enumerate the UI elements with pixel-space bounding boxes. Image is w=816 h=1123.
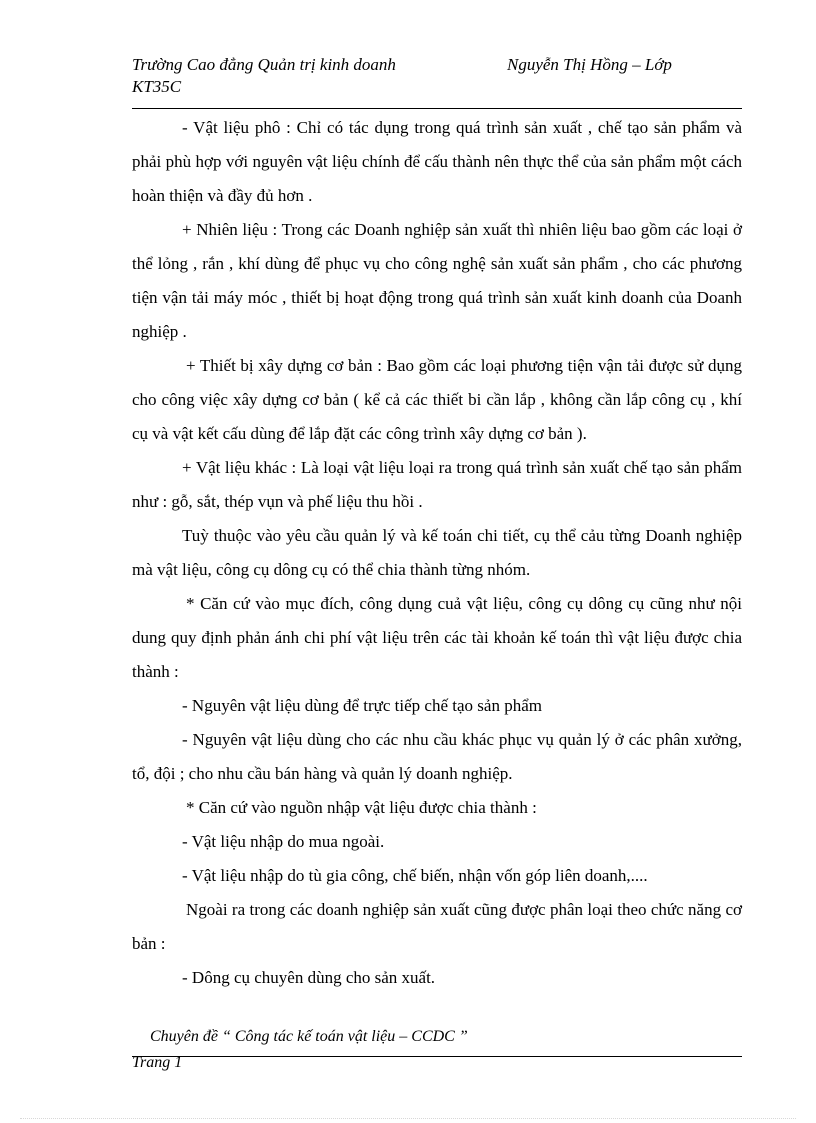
header-rule	[132, 108, 742, 109]
footer-topic: Chuyên đề “ Công tác kế toán vật liệu – CCDC ”	[150, 1028, 468, 1045]
header-class: KT35C	[132, 77, 182, 96]
paragraph-construction-equipment: + Thiết bị xây dựng cơ bản : Bao gồm các loại phương tiện vận tải được sử dụng cho công việc xây dựng cơ bản ( kể cả các thiết bi cần lắp , không cần lắp công cụ , khí cụ và vật kết cấu dùng để lắp đặt các công trình xây dựng cơ bản ).	[132, 356, 742, 443]
list-item-direct-production: - Nguyên vật liệu dùng để trực tiếp chế tạo sản phẩm	[182, 696, 542, 715]
footer-rule	[132, 1056, 742, 1057]
list-item-specialized-tools: - Dông cụ chuyên dùng cho sản xuất.	[182, 968, 436, 987]
header-school: Trường Cao đẳng Quản trị kinh doanh	[132, 55, 396, 74]
paragraph-classification-intro: Tuỳ thuộc vào yêu cầu quản lý và kế toán chi tiết, cụ thể cảu từng Doanh nghiệp mà vật liệu, công cụ dông cụ có thể chia thành từng nhóm.	[132, 526, 742, 579]
paragraph-by-function: Ngoài ra trong các doanh nghiệp sản xuất cũng được phân loại theo chức năng cơ bản :	[132, 900, 742, 953]
paragraph-other-materials: + Vật liệu khác : Là loại vật liệu loại ra trong quá trình sản xuất chế tạo sản phẩm như : gỗ, sắt, thép vụn và phế liệu thu hồi .	[132, 458, 742, 511]
paragraph-by-purpose: * Căn cứ vào mục đích, công dụng cuả vật liệu, công cụ dông cụ cũng như nội dung quy định phản ánh chi phí vật liệu trên các tài khoản kế toán thì vật liệu được chia thành :	[132, 594, 742, 681]
page-number: Trang 1	[132, 1054, 183, 1071]
paragraph-fuel: + Nhiên liệu : Trong các Doanh nghiệp sản xuất thì nhiên liệu bao gồm các loại ở thể lỏng , rắn , khí dùng để phục vụ cho công nghệ sản xuất sản phẩm , cho các phương tiện vận tải máy móc , thiết bị hoạt động trong quá trình sản xuất kinh doanh của Doanh nghiệp .	[132, 220, 742, 341]
list-item-self-processed: - Vật liệu nhập do tù gia công, chế biến, nhận vốn góp liên doanh,....	[182, 866, 648, 885]
document-body	[132, 111, 742, 995]
list-item-purchased: - Vật liệu nhập do mua ngoài.	[182, 832, 385, 851]
page-edge-divider	[20, 1118, 796, 1119]
paragraph-by-source: * Căn cứ vào nguồn nhập vật liệu được chia thành :	[186, 798, 537, 817]
paragraph-auxiliary-materials: - Vật liệu phô : Chỉ có tác dụng trong quá trình sản xuất , chế tạo sản phẩm và phải phù hợp với nguyên vật liệu chính để cấu thành nên thực thể của sản phẩm một cách hoàn thiện và đầy đủ hơn .	[132, 118, 742, 205]
header-author: Nguyễn Thị Hồng – Lớp	[507, 55, 672, 74]
list-item-other-needs: - Nguyên vật liệu dùng cho các nhu cầu khác phục vụ quản lý ở các phân xưởng, tổ, đội ; cho nhu cầu bán hàng và quản lý doanh nghiệp.	[132, 730, 742, 783]
